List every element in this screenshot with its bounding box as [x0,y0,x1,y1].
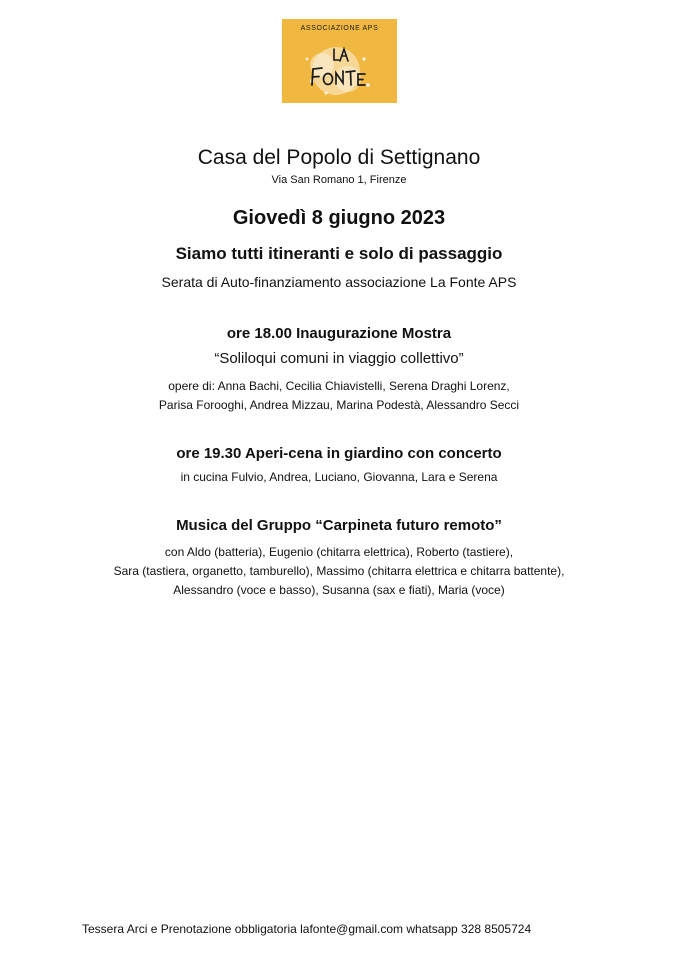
venue-address: Via San Romano 1, Firenze [271,174,407,186]
program-item-exhibition-quote: “Soliloqui comuni in viaggio collettivo” [214,350,464,367]
program-item-dinner-title: ore 19.30 Aperi-cena in giardino con concerto [176,445,502,462]
event-date: Giovedì 8 giugno 2023 [232,207,446,229]
program-item-music-line: con Aldo (batteria), Eugenio (chitarra elettrica), Roberto (tastiere), [164,545,514,559]
program-item-dinner-line: in cucina Fulvio, Andrea, Luciano, Giovanna, Lara e Serena [180,470,498,484]
association-logo [282,19,397,103]
venue-name: Casa del Popolo di Settignano [197,146,481,169]
logo-caption: ASSOCIAZIONE APS [300,25,379,32]
program-item-music-line: Sara (tastiera, organetto, tamburello), Massimo (chitarra elettrica e chitarra battente), [113,564,565,578]
program-item-music-title: Musica del Gruppo “Carpineta futuro remoto” [176,517,502,534]
la-fonte-wordmark-icon [282,19,397,103]
program-item-exhibition-title: ore 18.00 Inaugurazione Mostra [226,325,452,342]
program-item-music-line: Alessandro (voce e basso), Susanna (sax e fiati), Maria (voce) [173,583,505,597]
program-item-exhibition-line: Parisa Forooghi, Andrea Mizzau, Marina Podestà, Alessandro Secci [158,398,520,412]
event-tagline: Siamo tutti itineranti e solo di passaggio [175,244,503,263]
event-subtitle: Serata di Auto-finanziamento associazione La Fonte APS [161,274,517,290]
program-item-exhibition-line: opere di: Anna Bachi, Cecilia Chiavistelli, Serena Draghi Lorenz, [168,379,510,393]
footer-booking-info: Tessera Arci e Prenotazione obbligatoria lafonte@gmail.com whatsapp 328 8505724 [82,922,532,936]
